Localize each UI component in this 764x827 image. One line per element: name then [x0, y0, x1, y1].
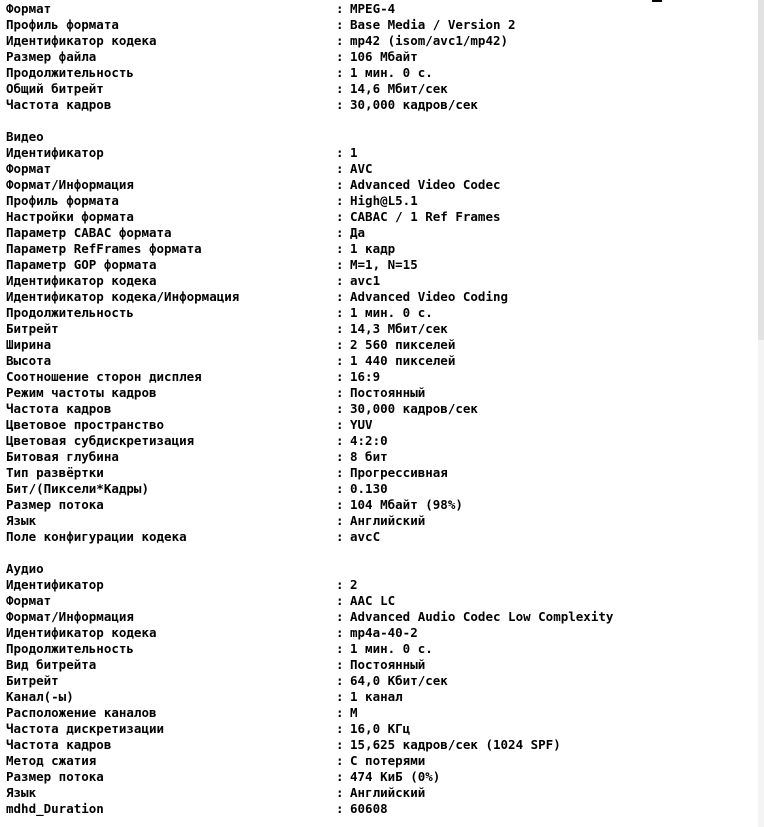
- row-value: 60608: [350, 801, 388, 816]
- row-key: Канал(-ы): [6, 689, 74, 704]
- row-separator: :: [336, 65, 344, 80]
- blank-line: [6, 545, 746, 561]
- row-value: Постоянный: [350, 657, 426, 672]
- row-separator: :: [336, 401, 344, 416]
- info-row: [6, 625, 746, 641]
- info-row: [6, 161, 746, 177]
- row-value: 15,625 кадров/сек (1024 SPF): [350, 737, 561, 752]
- row-separator: :: [336, 337, 344, 352]
- info-row: [6, 273, 746, 289]
- row-value: YUV: [350, 417, 373, 432]
- info-row: [6, 145, 746, 161]
- row-separator: :: [336, 225, 344, 240]
- info-row: [6, 497, 746, 513]
- info-row: [6, 433, 746, 449]
- row-separator: :: [336, 593, 344, 608]
- info-row: [6, 193, 746, 209]
- row-value: Английский: [350, 785, 426, 800]
- row-value: 474 КиБ (0%): [350, 769, 441, 784]
- row-key: Язык: [6, 785, 37, 800]
- info-row: [6, 417, 746, 433]
- row-separator: :: [336, 625, 344, 640]
- section-title: Аудио: [6, 561, 44, 576]
- info-row: [6, 785, 746, 801]
- info-row: [6, 737, 746, 753]
- row-separator: :: [336, 385, 344, 400]
- row-key: Метод сжатия: [6, 753, 97, 768]
- row-key: Цветовое пространство: [6, 417, 165, 432]
- section-heading-audio: [6, 561, 746, 577]
- row-separator: :: [336, 529, 344, 544]
- row-value: MPEG-4: [350, 1, 396, 16]
- row-key: Настройки формата: [6, 209, 134, 224]
- blank-line: [6, 113, 746, 129]
- row-key: Профиль формата: [6, 193, 119, 208]
- info-row: [6, 609, 746, 625]
- info-row: [6, 321, 746, 337]
- row-value: 2: [350, 577, 358, 592]
- row-separator: :: [336, 737, 344, 752]
- row-value: 64,0 Кбит/сек: [350, 673, 448, 688]
- info-row: [6, 289, 746, 305]
- row-key: Режим частоты кадров: [6, 385, 157, 400]
- row-separator: :: [336, 641, 344, 656]
- row-key: Соотношение сторон дисплея: [6, 369, 202, 384]
- info-row: [6, 481, 746, 497]
- row-value: mp42 (isom/avc1/mp42): [350, 33, 509, 48]
- info-row: [6, 81, 746, 97]
- row-value: С потерями: [350, 753, 426, 768]
- info-row: [6, 769, 746, 785]
- info-row: [6, 529, 746, 545]
- row-value: Английский: [350, 513, 426, 528]
- general-section: [6, 1, 746, 113]
- row-key: Формат: [6, 593, 52, 608]
- row-value: 16:9: [350, 369, 381, 384]
- row-value: 2 560 пикселей: [350, 337, 456, 352]
- row-value: CABAC / 1 Ref Frames: [350, 209, 501, 224]
- row-value: 1 мин. 0 с.: [350, 305, 433, 320]
- row-value: M: [350, 705, 358, 720]
- row-value: 1 440 пикселей: [350, 353, 456, 368]
- row-key: Тип развёртки: [6, 465, 104, 480]
- row-value: 1 кадр: [350, 241, 396, 256]
- row-key: Формат/Информация: [6, 609, 134, 624]
- row-separator: :: [336, 481, 344, 496]
- row-key: Частота кадров: [6, 737, 112, 752]
- row-separator: :: [336, 609, 344, 624]
- section-heading-video: [6, 129, 746, 145]
- row-separator: :: [336, 49, 344, 64]
- row-separator: :: [336, 81, 344, 96]
- row-value: 30,000 кадров/сек: [350, 401, 478, 416]
- row-separator: :: [336, 513, 344, 528]
- row-separator: :: [336, 785, 344, 800]
- row-key: Битрейт: [6, 321, 59, 336]
- row-separator: :: [336, 273, 344, 288]
- row-key: Формат/Информация: [6, 177, 134, 192]
- row-separator: :: [336, 257, 344, 272]
- row-value: Base Media / Version 2: [350, 17, 516, 32]
- row-separator: :: [336, 465, 344, 480]
- row-separator: :: [336, 305, 344, 320]
- row-separator: :: [336, 433, 344, 448]
- row-value: 1 канал: [350, 689, 403, 704]
- row-key: Частота кадров: [6, 401, 112, 416]
- row-value: Advanced Audio Codec Low Complexity: [350, 609, 614, 624]
- row-value: AAC LC: [350, 593, 396, 608]
- row-key: Идентификатор кодека/Информация: [6, 289, 240, 304]
- row-key: Идентификатор: [6, 145, 104, 160]
- info-row: [6, 49, 746, 65]
- row-value: 4:2:0: [350, 433, 388, 448]
- row-value: 106 Мбайт: [350, 49, 418, 64]
- row-separator: :: [336, 353, 344, 368]
- row-separator: :: [336, 193, 344, 208]
- row-separator: :: [336, 97, 344, 112]
- row-separator: :: [336, 801, 344, 816]
- row-value: 0.130: [350, 481, 388, 496]
- row-key: Идентификатор кодека: [6, 625, 157, 640]
- info-row: [6, 657, 746, 673]
- row-key: Продолжительность: [6, 305, 134, 320]
- row-value: Advanced Video Codec: [350, 177, 501, 192]
- row-value: mp4a-40-2: [350, 625, 418, 640]
- info-row: [6, 257, 746, 273]
- row-value: 16,0 КГц: [350, 721, 411, 736]
- row-key: Параметр RefFrames формата: [6, 241, 202, 256]
- row-separator: :: [336, 705, 344, 720]
- row-key: Ширина: [6, 337, 52, 352]
- row-value: 1 мин. 0 с.: [350, 641, 433, 656]
- row-key: Бит/(Пиксели*Кадры): [6, 481, 149, 496]
- info-row: [6, 305, 746, 321]
- row-key: Размер потока: [6, 497, 104, 512]
- info-row: [6, 177, 746, 193]
- info-row: [6, 1, 746, 17]
- info-row: [6, 65, 746, 81]
- report-text: [6, 1, 746, 817]
- info-row: [6, 465, 746, 481]
- row-separator: :: [336, 577, 344, 592]
- row-separator: :: [336, 689, 344, 704]
- row-value: 1: [350, 145, 358, 160]
- row-key: Поле конфигурации кодека: [6, 529, 187, 544]
- row-key: Расположение каналов: [6, 705, 157, 720]
- row-separator: :: [336, 289, 344, 304]
- info-row: [6, 241, 746, 257]
- row-separator: :: [336, 17, 344, 32]
- row-key: Идентификатор кодека: [6, 33, 157, 48]
- row-separator: :: [336, 161, 344, 176]
- info-row: [6, 209, 746, 225]
- info-row: [6, 97, 746, 113]
- row-key: Размер файла: [6, 49, 97, 64]
- vertical-scrollbar[interactable]: [758, 0, 764, 827]
- row-key: Параметр GOP формата: [6, 257, 157, 272]
- info-row: [6, 33, 746, 49]
- info-row: [6, 449, 746, 465]
- row-value: 8 бит: [350, 449, 388, 464]
- row-separator: :: [336, 209, 344, 224]
- row-key: Общий битрейт: [6, 81, 104, 96]
- row-value: avc1: [350, 273, 381, 288]
- row-key: mdhd_Duration: [6, 801, 104, 816]
- row-key: Высота: [6, 353, 52, 368]
- row-key: Продолжительность: [6, 641, 134, 656]
- info-row: [6, 577, 746, 593]
- row-key: Язык: [6, 513, 37, 528]
- row-separator: :: [336, 177, 344, 192]
- info-row: [6, 689, 746, 705]
- row-value: 14,6 Мбит/сек: [350, 81, 448, 96]
- scrollbar-thumb[interactable]: [758, 0, 764, 340]
- info-row: [6, 801, 746, 817]
- row-value: 1 мин. 0 с.: [350, 65, 433, 80]
- row-separator: :: [336, 673, 344, 688]
- info-row: [6, 369, 746, 385]
- row-separator: :: [336, 497, 344, 512]
- row-key: Продолжительность: [6, 65, 134, 80]
- audio-section: [6, 561, 746, 817]
- row-key: Идентификатор: [6, 577, 104, 592]
- info-row: [6, 337, 746, 353]
- row-key: Вид битрейта: [6, 657, 97, 672]
- info-row: [6, 673, 746, 689]
- info-row: [6, 641, 746, 657]
- row-separator: :: [336, 449, 344, 464]
- info-row: [6, 401, 746, 417]
- row-separator: :: [336, 753, 344, 768]
- info-row: [6, 353, 746, 369]
- row-key: Битовая глубина: [6, 449, 119, 464]
- section-title: Видео: [6, 129, 44, 144]
- row-value: Advanced Video Coding: [350, 289, 509, 304]
- info-row: [6, 225, 746, 241]
- row-value: 14,3 Мбит/сек: [350, 321, 448, 336]
- row-value: Прогрессивная: [350, 465, 448, 480]
- row-value: Да: [350, 225, 366, 240]
- row-separator: :: [336, 145, 344, 160]
- row-key: Размер потока: [6, 769, 104, 784]
- info-row: [6, 513, 746, 529]
- row-key: Частота кадров: [6, 97, 112, 112]
- info-row: [6, 385, 746, 401]
- row-key: Профиль формата: [6, 17, 119, 32]
- row-key: Цветовая субдискретизация: [6, 433, 195, 448]
- row-separator: :: [336, 1, 344, 16]
- info-row: [6, 705, 746, 721]
- row-key: Формат: [6, 1, 52, 16]
- video-section: [6, 129, 746, 545]
- row-key: Частота дискретизации: [6, 721, 165, 736]
- row-separator: :: [336, 369, 344, 384]
- row-separator: :: [336, 33, 344, 48]
- row-value: 30,000 кадров/сек: [350, 97, 478, 112]
- row-separator: :: [336, 417, 344, 432]
- row-separator: :: [336, 721, 344, 736]
- info-row: [6, 17, 746, 33]
- row-key: Параметр CABAC формата: [6, 225, 172, 240]
- row-value: avcC: [350, 529, 381, 544]
- row-separator: :: [336, 657, 344, 672]
- info-row: [6, 593, 746, 609]
- row-key: Формат: [6, 161, 52, 176]
- row-value: AVC: [350, 161, 373, 176]
- row-value: Постоянный: [350, 385, 426, 400]
- info-row: [6, 721, 746, 737]
- row-key: Идентификатор кодека: [6, 273, 157, 288]
- row-separator: :: [336, 241, 344, 256]
- row-value: M=1, N=15: [350, 257, 418, 272]
- row-separator: :: [336, 321, 344, 336]
- row-key: Битрейт: [6, 673, 59, 688]
- row-value: 104 Мбайт (98%): [350, 497, 463, 512]
- row-separator: :: [336, 769, 344, 784]
- info-row: [6, 753, 746, 769]
- row-value: High@L5.1: [350, 193, 418, 208]
